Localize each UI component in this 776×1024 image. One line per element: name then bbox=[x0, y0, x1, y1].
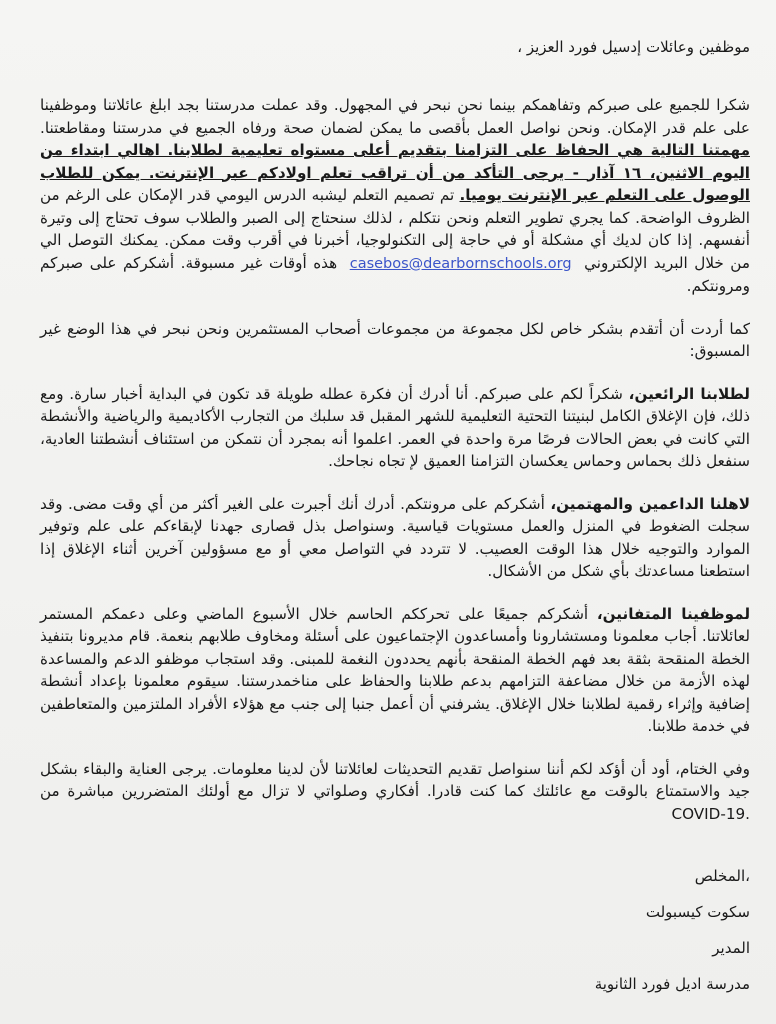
school-name: مدرسة اديل فورد الثانوية bbox=[594, 975, 750, 993]
conclusion-text: وفي الختام، أود أن أؤكد لكم أننا سنواصل تقديم التحديثات لعائلاتنا لأن لدينا معلومات. يرجى العناية والبقاء بشكل جيد والاستمتاع بالوقت مع عائلتك كما كنت قادرا. أفكاري وصلواتي لا تزال مع أولئك المتضررين مباشرة من bbox=[40, 759, 750, 800]
intro-text-continued: تم تصميم التعلم ليشبه الدرس اليومي قدر الإمكان على الرغم من الظروف الواضحة. كما يجري تطوير التعلم ونحن نتكلم ، لذلك سنحتاج إلى الصبر والطلاب سوف تحتاج إلى وتيرة أنفسهم. إذا كان لديك أي مشكلة أو في حاجة إلى التكنولوجيا، أخبرنا في أقرب وقت ممكن. يمكنك التوصل الي من خلال البريد الإلكتروني bbox=[40, 186, 751, 272]
signer-title: المدير bbox=[712, 939, 750, 957]
paragraph-parents bbox=[40, 493, 750, 583]
intro-text-end: هذه أوقات غير مسبوقة. أشكركم على صبركم ومرونتكم. bbox=[40, 253, 750, 295]
email-link[interactable]: casebos@dearbornschools.org bbox=[349, 255, 572, 272]
intro-text: شكرا للجميع على صبركم وتفاهمكم بينما نحن نبحر في المجهول. وقد عملت مدرستنا بجد ابلغ عائلاتنا وموظفينا على علم قدر الإمكان. ونحن نواصل العمل بأقصى ما يمكن لضمان صحة ورفاه الجميع في مدرستنا ومقاطعتنا. bbox=[40, 96, 750, 137]
paragraph-staff bbox=[40, 603, 750, 738]
students-text: شكراً لكم على صبركم. أنا أدرك أن فكرة عطله طويلة قد تكون في البداية أخبار سارة. ومع ذلك، فإن الإغلاق الكامل لبنيتنا التحتية التعليمية للشهر المقبل قد سلبك من التجارب الأكاديمية والرياضية والأنشطة التي كانت في بعض الحالات فرصًا مرة واحدة في العمر. اعلموا أنه بمجرد أن نتمكن من استئناف أنشطتنا العادية، سنفعل ذلك بحماس وحماس يعكسان التزامنا العميق لإ تجاه نجاحك. bbox=[40, 384, 750, 470]
paragraph-conclusion bbox=[40, 758, 750, 826]
parents-lead: لاهلنا الداعمين والمهتمين، bbox=[550, 494, 751, 513]
staff-lead: لموظفينا المتفانين، bbox=[596, 604, 751, 623]
students-lead: لطلابنا الرائعين، bbox=[628, 384, 750, 403]
signature-block bbox=[40, 865, 750, 1009]
paragraph-students bbox=[40, 383, 750, 473]
covid-label: COVID-19. bbox=[671, 804, 750, 823]
paragraph-thanks-intro: كما أردت أن أتقدم بشكر خاص لكل مجموعة من مجموعات أصحاب المستثمرين ونحن نبحر في هذا الوضع غير المسبوق: bbox=[40, 319, 750, 360]
parents-text: أشكركم على مرونتكم. أدرك أنك أجبرت على الغير أكثر من أي وقت مضى. وقد سجلت الضغوط في المنزل والعمل مستويات قياسية. وسنواصل بذل قصارى جهدنا لإبقاءكم على علم وتوفير الموارد والتوجيه خلال هذا الوقت العصيب. لا تتردد في التواصل معي أو مع مسؤولين آخرين أثناء الإغلاق إذا استطعنا مساعدتك بأي شكل من الأشكال. bbox=[40, 494, 750, 580]
staff-text: أشكركم جميعًا على تحرككم الحاسم خلال الأسبوع الماضي وعلى دعمكم المستمر لعائلاتنا. أجاب معلمونا ومستشارونا وأمساعدون الإجتماعيون على أسئلة ومخاوف طلابهم بنعمة. قام مديرونا بتنفيذ الخطة المنقحة بثقة بعد فهم الخطة المنقحة بأنهم يحددون النغمة للمبنى. وقد استجاب موظفو الدعم والمساعدة لهذه الأزمة من خلال مضاعفة التزامهم بدعم طلابنا والحفاظ على مناخمدرستنا. سيقوم معلمونا بإعداد أنشطة إضافية وإثراء رقمية لطلابنا خلال الإغلاق. يشرفني أن أعمل جنبا إلى جنب مع هؤلاء الأفراد الملتزمين والمتعاطفين في خدمة طلابنا. bbox=[40, 604, 750, 735]
letter-greeting: موظفين وعائلات إدسيل فورد العزيز ، bbox=[517, 38, 750, 56]
paragraph-intro bbox=[40, 94, 750, 298]
signer-name: سكوت كيسبولت bbox=[645, 903, 750, 921]
closing-sincerely: ،المخلص bbox=[694, 867, 750, 885]
intro-mission-highlight: مهمتنا التالية هي الحفاظ على التزامنا بتقديم أعلى مستواه تعليمية لطلابنا. اهالي ابتداء من اليوم الاثنين، ١٦ آذار - يرجى التأكد من أن تراقب تعلم اولادكم عبر الإنترنت. يمكن للطلاب الوصول على التعلم عبر الإنترنت يوميا. bbox=[40, 141, 751, 204]
